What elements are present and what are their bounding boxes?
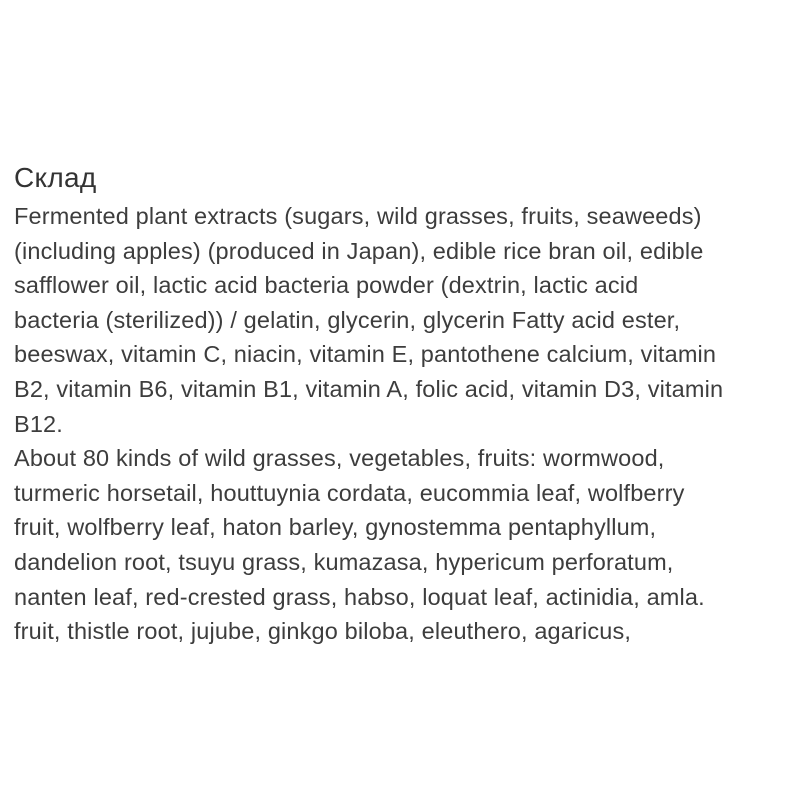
description-line: (including apples) (produced in Japan), edible rice bran oil, edible [14, 237, 704, 264]
description-line: safflower oil, lactic acid bacteria powder (dextrin, lactic acid [14, 272, 639, 299]
description-line: Fermented plant extracts (sugars, wild grasses, fruits, seaweeds) [14, 203, 702, 229]
description-line: beeswax, vitamin C, niacin, vitamin E, pantothene calcium, vitamin [14, 341, 717, 368]
description-line: B2, vitamin B6, vitamin B1, vitamin A, folic acid, vitamin D3, vitamin [14, 375, 724, 402]
description-line: dandelion root, tsuyu grass, kumazasa, hypericum perforatum, [14, 548, 674, 575]
description-line: bacteria (sterilized)) / gelatin, glycerin, glycerin Fatty acid ester, [14, 306, 681, 333]
ingredients-text [14, 199, 790, 649]
description-line: turmeric horsetail, houttuynia cordata, eucommia leaf, wolfberry [14, 479, 685, 506]
ingredients-section [14, 161, 790, 649]
section-title: Склад [14, 162, 97, 193]
description-line: About 80 kinds of wild grasses, vegetables, fruits: wormwood, [14, 445, 665, 472]
description-line: nanten leaf, red-crested grass, habso, loquat leaf, actinidia, amla. [14, 583, 705, 610]
description-line: B12. [14, 410, 63, 437]
description-line: fruit, wolfberry leaf, haton barley, gynostemma pentaphyllum, [14, 514, 657, 541]
description-line: fruit, thistle root, jujube, ginkgo biloba, eleuthero, agaricus, [14, 618, 632, 645]
